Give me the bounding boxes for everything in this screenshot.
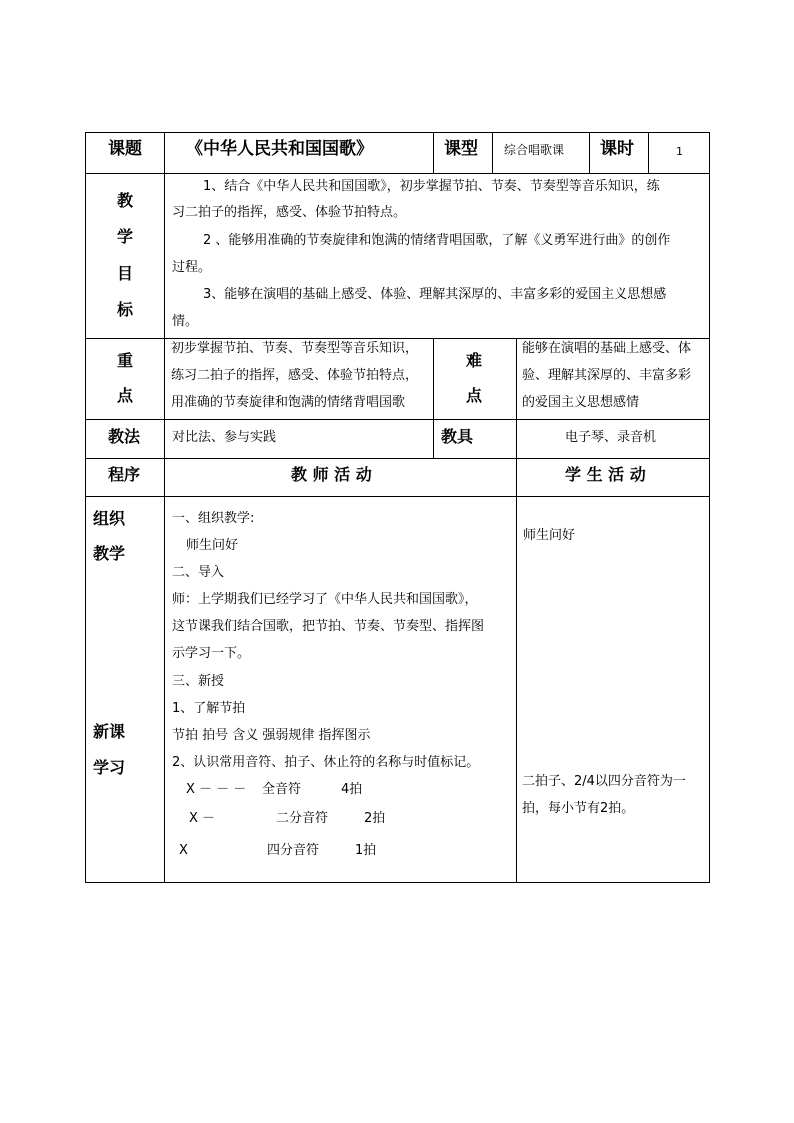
col-divider	[433, 419, 434, 458]
stage-new-lesson: 学习	[93, 758, 126, 777]
row-divider	[85, 338, 710, 339]
objectives-label-char: 标	[116, 300, 133, 319]
topic-value: 《中华人民共和国国歌》	[186, 139, 373, 159]
difficulties-label-char: 点	[465, 386, 482, 405]
teacher-line: 三、新授	[172, 674, 225, 689]
key-points-label-char: 重	[116, 351, 133, 370]
stage-organize: 教学	[93, 544, 126, 563]
student-line: 二拍子、2/4以四分音符为一	[522, 774, 686, 789]
periods-value: 1	[676, 145, 683, 158]
col-divider	[516, 458, 517, 883]
student-line: 师生问好	[523, 528, 576, 543]
type-label: 课型	[444, 139, 478, 159]
note-name: 全音符	[262, 782, 302, 797]
table-border-top	[85, 132, 710, 133]
note-beats: 4拍	[341, 782, 363, 797]
student-activity-header: 学 生 活 动	[565, 465, 646, 484]
row-divider	[85, 173, 710, 174]
col-divider	[492, 132, 493, 173]
col-divider	[648, 132, 649, 173]
key-points-label-char: 点	[116, 386, 133, 405]
note-symbol: X －	[189, 811, 216, 826]
difficulty-line: 的爱国主义思想感情	[522, 395, 640, 410]
teacher-line: 一、组织教学:	[172, 511, 255, 526]
teacher-line: 2、认识常用音符、拍子、休止符的名称与时值标记。	[172, 755, 480, 770]
objectives-label-char: 学	[116, 227, 133, 246]
stage-new-lesson: 新课	[93, 722, 126, 741]
teacher-line: 二、导入	[172, 565, 225, 580]
row-divider	[85, 419, 710, 420]
difficulties-label-char: 难	[465, 351, 482, 370]
teacher-activity-header: 教 师 活 动	[291, 465, 372, 484]
teacher-line: 节拍 拍号 含义 强弱规律 指挥图示	[172, 728, 371, 743]
objective-line: 过程。	[172, 260, 212, 275]
procedure-col-label: 程序	[108, 465, 141, 484]
topic-label: 课题	[108, 139, 142, 159]
col-divider	[516, 338, 517, 419]
type-value: 综合唱歌课	[504, 143, 565, 157]
note-name: 四分音符	[267, 843, 320, 858]
note-symbol: X	[179, 843, 188, 858]
teacher-line: 1、了解节拍	[172, 701, 246, 716]
note-symbol: X － － －	[186, 782, 247, 797]
difficulty-line: 验、理解其深厚的、丰富多彩	[522, 368, 692, 383]
tools-label: 教具	[441, 427, 474, 446]
tools-value: 电子琴、录音机	[565, 430, 657, 445]
table-border-bottom	[85, 882, 710, 883]
col-divider	[589, 132, 590, 173]
objective-line: 3、能够在演唱的基础上感受、体验、理解其深厚的、丰富多彩的爱国主义思想感	[203, 287, 667, 302]
col-divider	[516, 419, 517, 458]
periods-label: 课时	[600, 139, 634, 159]
methods-label: 教法	[108, 427, 141, 446]
objective-line: 1、结合《中华人民共和国国歌》，初步掌握节拍、节奏、节奏型等音乐知识，练	[203, 179, 660, 194]
objectives-label-char: 教	[116, 191, 133, 210]
row-divider	[85, 458, 710, 459]
key-point-line: 练习二拍子的指挥，感受、体验节拍特点，	[171, 368, 419, 383]
teacher-line: 师：上学期我们已经学习了《中华人民共和国国歌》，	[172, 592, 478, 607]
note-beats: 1拍	[355, 843, 377, 858]
row-divider	[85, 496, 710, 497]
objective-line: 2 、能够用准确的节奏旋律和饱满的情绪背唱国歌，了解《义勇军进行曲》的创作	[203, 233, 671, 248]
note-name: 二分音符	[276, 811, 329, 826]
student-line: 拍，每小节有2拍。	[522, 801, 635, 816]
difficulty-line: 能够在演唱的基础上感受、体	[522, 341, 692, 356]
note-beats: 2拍	[364, 811, 386, 826]
key-point-line: 初步掌握节拍、节奏、节奏型等音乐知识，	[171, 341, 419, 356]
key-point-line: 用准确的节奏旋律和饱满的情绪背唱国歌	[171, 395, 406, 410]
methods-value: 对比法、参与实践	[172, 430, 277, 445]
objective-line: 情。	[172, 314, 199, 329]
stage-organize: 组织	[93, 509, 126, 528]
table-border-right	[709, 132, 710, 883]
objectives-label-char: 目	[116, 264, 133, 283]
teacher-line: 师生问好	[186, 538, 239, 553]
objective-line: 习二拍子的指挥，感受、体验节拍特点。	[172, 205, 407, 220]
teacher-line: 示学习一下。	[172, 646, 251, 661]
col-divider	[433, 132, 434, 173]
teacher-line: 这节课我们结合国歌，把节拍、节奏、节奏型、指挥图	[172, 619, 485, 634]
